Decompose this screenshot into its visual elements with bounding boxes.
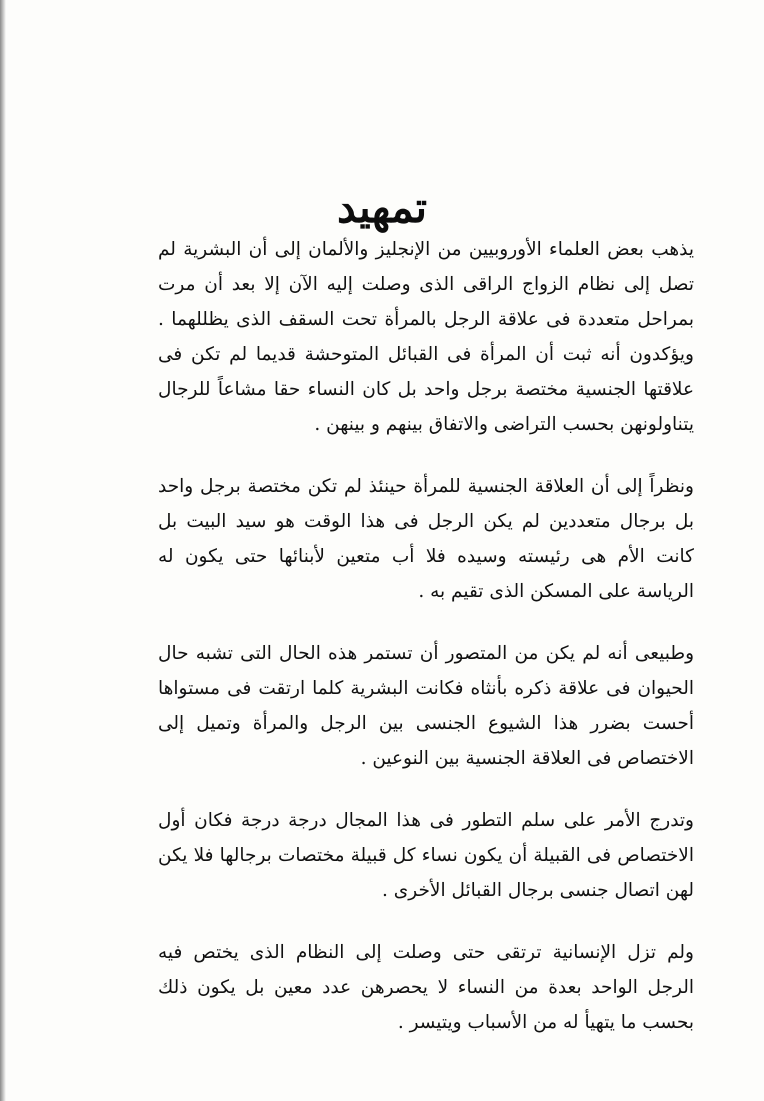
paragraph: يذهب بعض العلماء الأوروبيين من الإنجليز والألمان إلى أن البشرية لم تصل إلى نظام الزواج الراقى الذى وصلت إليه الآن إلا بعد أن مرت بمراحل متعددة فى علاقة الرجل بالمرأة تحت السقف الذى يظللهما . ويؤكدون أنه ثبت أن المرأة فى القبائل المتوحشة قديما لم تكن فى علاقتها الجنسية مختصة برجل واحد بل كان النساء حقا مشاعاً للرجال يتناولونهن بحسب التراضى والاتفاق بينهم و بينهن .	[158, 239, 694, 435]
body-text	[158, 232, 694, 1040]
paragraph: ولم تزل الإنسانية ترتقى حتى وصلت إلى النظام الذى يختص فيه الرجل الواحد بعدة من النساء لا يحصرهن عدد معين بل يكون ذلك بحسب ما يتهيأ له من الأسباب ويتيسر .	[158, 942, 694, 1033]
page-edge-shadow	[0, 0, 6, 1101]
page-title: تمهيد	[336, 183, 428, 233]
paragraph: ونظراً إلى أن العلاقة الجنسية للمرأة حينئذ لم تكن مختصة برجل واحد بل برجال متعددين لم يكن الرجل فى هذا الوقت هو سيد البيت بل كانت الأم هى رئيسته وسيده فلا أب متعين لأبنائها حتى يكون له الرياسة على المسكن الذى تقيم به .	[158, 476, 694, 602]
paragraph: وطبيعى أنه لم يكن من المتصور أن تستمر هذه الحال التى تشبه حال الحيوان فى علاقة ذكره بأنثاه فكانت البشرية كلما ارتقت فى مستواها أحست بضرر هذا الشيوع الجنسى بين الرجل والمرأة وتميل إلى الاختصاص فى العلاقة الجنسية بين النوعين .	[158, 643, 694, 769]
paragraph: وتدرج الأمر على سلم التطور فى هذا المجال درجة درجة فكان أول الاختصاص فى القبيلة أن يكون نساء كل قبيلة مختصات برجالها فلا يكن لهن اتصال جنسى برجال القبائل الأخرى .	[158, 810, 694, 901]
